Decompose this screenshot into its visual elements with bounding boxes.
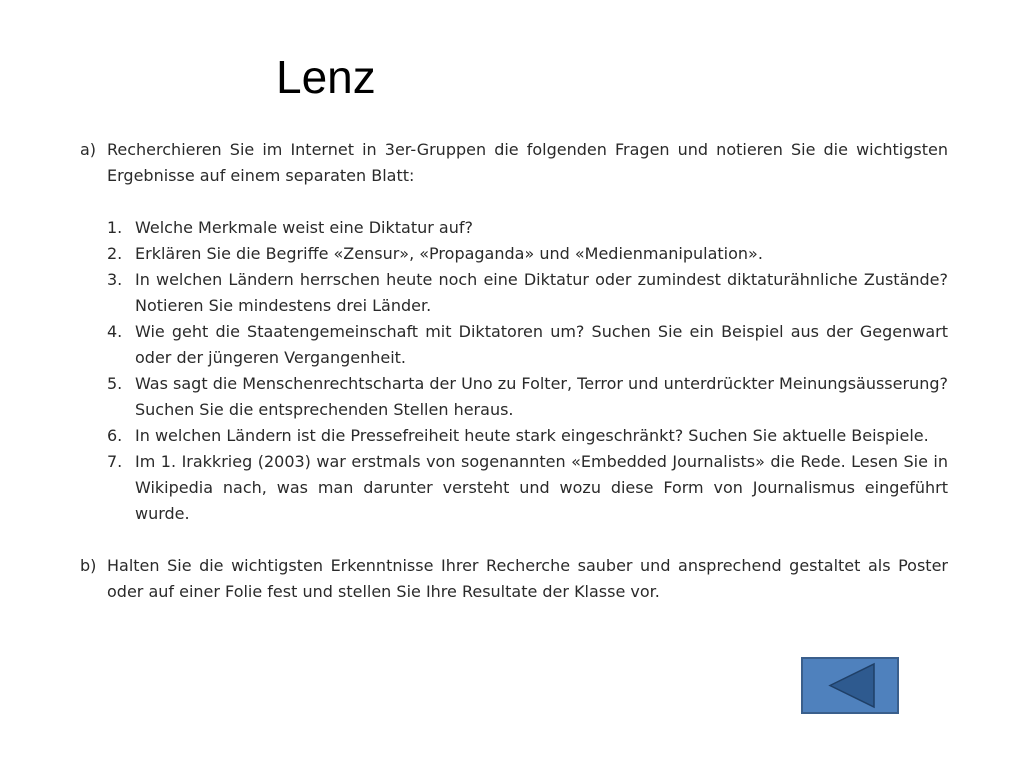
question-text: In welchen Ländern ist die Pressefreiheit heute stark eingeschränkt? Suchen Sie aktuelle Beispiele. bbox=[135, 426, 929, 445]
question-text: Welche Merkmale weist eine Diktatur auf? bbox=[135, 218, 473, 237]
question-list bbox=[107, 215, 948, 527]
list-item bbox=[107, 449, 948, 527]
question-text: In welchen Ländern herrschen heute noch eine Diktatur oder zumindest diktaturähnliche Zustände? Notieren Sie mindestens drei Länder. bbox=[135, 270, 948, 315]
section-b-marker: b) bbox=[80, 556, 97, 575]
list-item bbox=[107, 267, 948, 319]
slide-title: Lenz bbox=[276, 51, 376, 103]
section-a-marker: a) bbox=[80, 140, 97, 159]
section-a-body bbox=[107, 137, 948, 527]
question-number: 6. bbox=[107, 426, 123, 445]
question-number: 1. bbox=[107, 218, 123, 237]
back-button[interactable] bbox=[801, 657, 899, 714]
question-number: 3. bbox=[107, 270, 123, 289]
list-item bbox=[107, 423, 948, 449]
list-item bbox=[107, 241, 948, 267]
question-text: Was sagt die Menschenrechtscharta der Uno zu Folter, Terror und unterdrückter Meinungsäusserung? Suchen Sie die entsprechenden Stellen heraus. bbox=[135, 374, 948, 419]
question-text: Erklären Sie die Begriffe «Zensur», «Propaganda» und «Medienmanipulation». bbox=[135, 244, 763, 263]
question-number: 4. bbox=[107, 322, 123, 341]
question-text: Im 1. Irakkrieg (2003) war erstmals von sogenannten «Embedded Journalists» die Rede. Lesen Sie in Wikipedia nach, was man darunter versteht und wozu diese Form von Journalismus eingeführt wurde. bbox=[135, 452, 948, 523]
task-content bbox=[80, 137, 948, 605]
list-item bbox=[107, 371, 948, 423]
section-a-intro: Recherchieren Sie im Internet in 3er-Gruppen die folgenden Fragen und notieren Sie die wichtigsten Ergebnisse auf einem separaten Blatt: bbox=[107, 140, 948, 185]
section-b bbox=[80, 553, 948, 605]
question-number: 2. bbox=[107, 244, 123, 263]
section-b-text: Halten Sie die wichtigsten Erkenntnisse Ihrer Recherche sauber und ansprechend gestaltet als Poster oder auf einer Folie fest und stellen Sie Ihre Resultate der Klasse vor. bbox=[107, 556, 948, 601]
list-item bbox=[107, 215, 948, 241]
question-number: 5. bbox=[107, 374, 123, 393]
question-text: Wie geht die Staatengemeinschaft mit Diktatoren um? Suchen Sie ein Beispiel aus der Gegenwart oder der jüngeren Vergangenheit. bbox=[135, 322, 948, 367]
triangle-left-icon bbox=[803, 659, 897, 712]
question-number: 7. bbox=[107, 452, 123, 471]
list-item bbox=[107, 319, 948, 371]
section-a bbox=[80, 137, 948, 527]
